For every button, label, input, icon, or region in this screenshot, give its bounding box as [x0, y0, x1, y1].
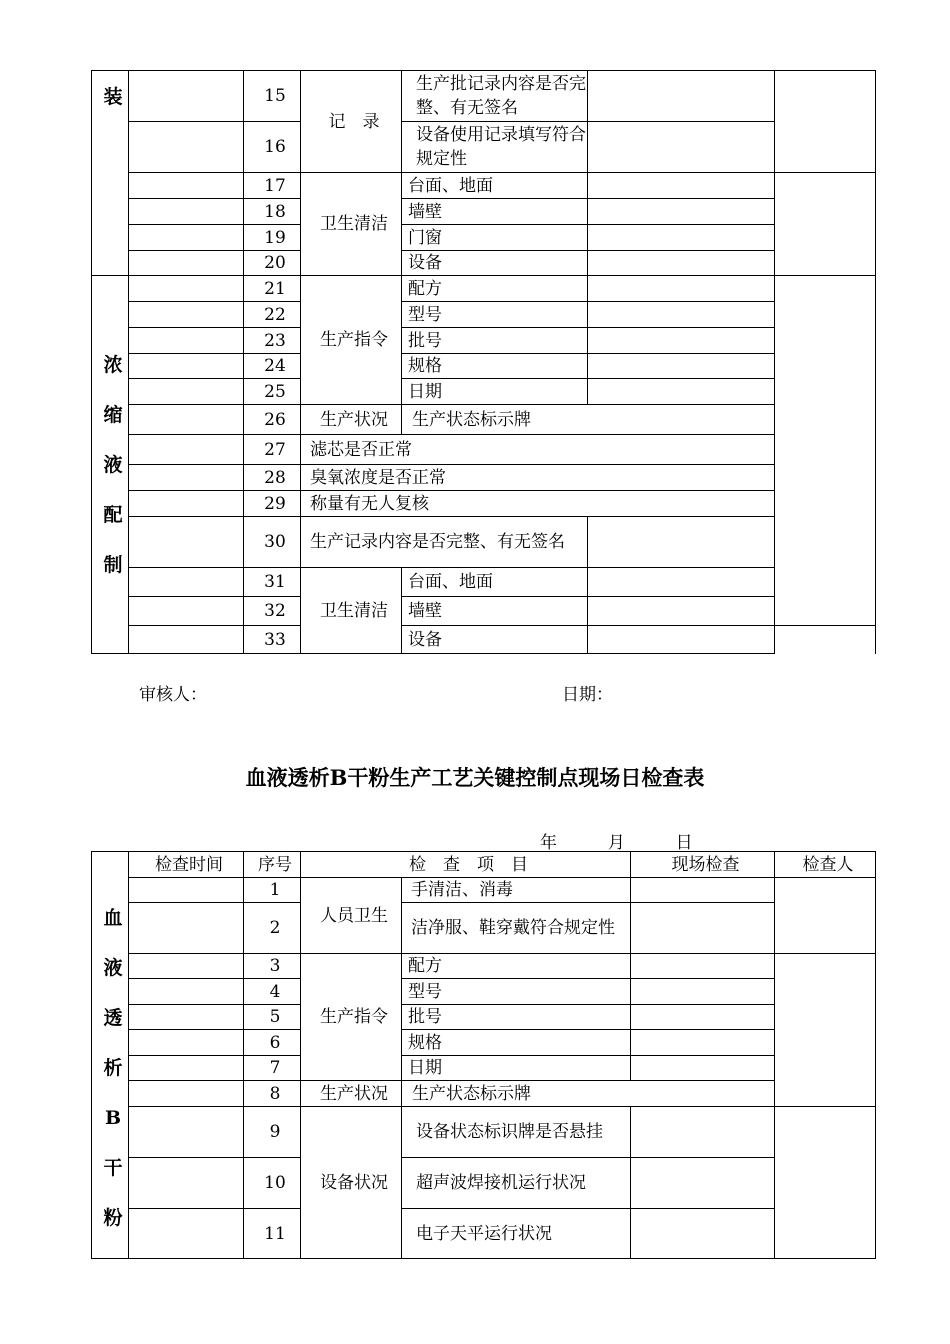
header-check-time: 检查时间: [129, 852, 244, 878]
row-number: 32: [244, 597, 301, 626]
section-label-zhuang: 装: [92, 71, 129, 276]
check-item: 日期: [402, 1056, 631, 1081]
check-time-cell[interactable]: [129, 302, 244, 328]
check-time-cell[interactable]: [129, 954, 244, 979]
row-number: 8: [244, 1081, 301, 1107]
row-number: 28: [244, 465, 301, 491]
check-time-cell[interactable]: [129, 903, 244, 954]
row-number: 20: [244, 251, 301, 276]
row-number: 25: [244, 379, 301, 405]
reviewer-label: 审核人：: [139, 685, 207, 705]
date-line: [540, 828, 693, 853]
check-item: 电子天平运行状况: [402, 1209, 631, 1259]
inspector-cell[interactable]: [775, 878, 876, 954]
row-number: 17: [244, 173, 301, 199]
onsite-check-cell[interactable]: [631, 1107, 775, 1158]
onsite-check-cell[interactable]: [588, 173, 775, 199]
check-item: 规格: [402, 354, 588, 379]
onsite-check-cell[interactable]: [588, 568, 775, 597]
check-time-cell[interactable]: [129, 1107, 244, 1158]
group-hygiene-cleaning: 卫生清洁: [301, 173, 402, 276]
onsite-check-cell[interactable]: [588, 251, 775, 276]
onsite-check-cell[interactable]: [588, 597, 775, 626]
section-char: 制: [103, 553, 123, 576]
row-number: 21: [244, 276, 301, 302]
check-item: 门窗: [402, 225, 588, 251]
check-time-cell[interactable]: [129, 173, 244, 199]
row-number: 29: [244, 491, 301, 517]
group-hygiene-cleaning: 卫生清洁: [301, 568, 402, 654]
check-item: 配方: [402, 276, 588, 302]
check-time-cell[interactable]: [129, 122, 244, 173]
inspector-cell[interactable]: [775, 1107, 876, 1259]
check-time-cell[interactable]: [129, 225, 244, 251]
section-char: 析: [103, 1057, 123, 1079]
row-number: 33: [244, 626, 301, 654]
row-number: 4: [244, 979, 301, 1005]
check-time-cell[interactable]: [129, 597, 244, 626]
check-item: 规格: [402, 1030, 631, 1056]
check-item: 生产状态标示牌: [402, 405, 775, 435]
check-item: 设备状态标识牌是否悬挂: [402, 1107, 631, 1158]
row-number: 5: [244, 1005, 301, 1030]
check-item: 墙壁: [402, 597, 588, 626]
section-char: 粉: [103, 1207, 123, 1229]
row-number: 1: [244, 878, 301, 903]
check-table-continued: [91, 70, 876, 654]
check-item: 台面、地面: [402, 568, 588, 597]
check-time-cell[interactable]: [129, 626, 244, 654]
check-time-cell[interactable]: [129, 435, 244, 465]
onsite-check-cell[interactable]: [588, 199, 775, 225]
section-char: 液: [103, 453, 123, 476]
row-number: 22: [244, 302, 301, 328]
check-item: 手清洁、消毒: [402, 878, 631, 903]
row-number: 2: [244, 903, 301, 954]
inspector-cell[interactable]: [775, 954, 876, 1107]
row-number: 6: [244, 1030, 301, 1056]
section-char: 血: [103, 907, 123, 929]
row-number: 11: [244, 1209, 301, 1259]
row-number: 7: [244, 1056, 301, 1081]
check-item: 称量有无人复核: [301, 491, 775, 517]
check-time-cell[interactable]: [129, 878, 244, 903]
check-item: 设备: [402, 626, 588, 654]
day-label: 日: [675, 833, 693, 853]
onsite-check-cell[interactable]: [631, 1209, 775, 1259]
check-time-cell[interactable]: [129, 1158, 244, 1209]
header-number: 序号: [244, 852, 301, 878]
onsite-check-cell[interactable]: [588, 276, 775, 302]
check-item: 台面、地面: [402, 173, 588, 199]
row-number: 3: [244, 954, 301, 979]
inspector-cell[interactable]: [775, 276, 876, 626]
check-item: 生产批记录内容是否完整、有无签名: [402, 71, 588, 122]
check-time-cell[interactable]: [129, 1209, 244, 1259]
check-item: 日期: [402, 379, 588, 405]
b-powder-check-table: [91, 851, 876, 1259]
section-label-b-powder: [92, 852, 129, 1259]
check-item: 超声波焊接机运行状况: [402, 1158, 631, 1209]
onsite-check-cell[interactable]: [588, 71, 775, 122]
check-item: 设备: [402, 251, 588, 276]
check-item: 生产记录内容是否完整、有无签名: [301, 517, 588, 568]
onsite-check-cell[interactable]: [588, 379, 775, 405]
onsite-check-cell[interactable]: [588, 328, 775, 354]
check-time-cell[interactable]: [129, 517, 244, 568]
check-item: 型号: [402, 979, 631, 1005]
row-number: 9: [244, 1107, 301, 1158]
row-number: 31: [244, 568, 301, 597]
year-label: 年: [540, 833, 557, 853]
row-number: 26: [244, 405, 301, 435]
page-title: 血液透析B干粉生产工艺关键控制点现场日检查表: [245, 765, 705, 790]
section-char: 浓: [103, 353, 123, 376]
check-item: 批号: [402, 328, 588, 354]
onsite-check-cell[interactable]: [631, 1056, 775, 1081]
check-item: 墙壁: [402, 199, 588, 225]
check-item: 型号: [402, 302, 588, 328]
check-time-cell[interactable]: [129, 276, 244, 302]
check-item: 批号: [402, 1005, 631, 1030]
check-time-cell[interactable]: [129, 1005, 244, 1030]
group-personnel-hygiene: 人员卫生: [301, 878, 402, 954]
section-char: B: [104, 1107, 122, 1129]
check-time-cell[interactable]: [129, 405, 244, 435]
onsite-check-cell[interactable]: [588, 302, 775, 328]
group-production-status: 生产状况: [301, 405, 402, 435]
onsite-check-cell[interactable]: [588, 517, 775, 568]
onsite-check-cell[interactable]: [631, 1158, 775, 1209]
check-time-cell[interactable]: [129, 491, 244, 517]
row-number: 27: [244, 435, 301, 465]
onsite-check-cell[interactable]: [631, 1030, 775, 1056]
check-time-cell[interactable]: [129, 199, 244, 225]
row-number: 10: [244, 1158, 301, 1209]
header-check-item: 检 查 项 目: [301, 852, 631, 878]
section-char: 透: [103, 1007, 123, 1029]
group-production-status: 生产状况: [301, 1081, 402, 1107]
check-time-cell[interactable]: [129, 71, 244, 122]
onsite-check-cell[interactable]: [631, 954, 775, 979]
row-number: 16: [244, 122, 301, 173]
onsite-check-cell[interactable]: [631, 1005, 775, 1030]
onsite-check-cell[interactable]: [588, 354, 775, 379]
check-time-cell[interactable]: [129, 379, 244, 405]
section-char: 配: [103, 503, 123, 526]
group-record: 记 录: [301, 71, 402, 173]
month-label: 月: [607, 833, 625, 853]
date-label: 日期：: [562, 685, 613, 705]
check-item: 生产状态标示牌: [402, 1081, 775, 1107]
check-item: 滤芯是否正常: [301, 435, 775, 465]
row-number: 23: [244, 328, 301, 354]
onsite-check-cell[interactable]: [631, 878, 775, 903]
check-time-cell[interactable]: [129, 979, 244, 1005]
onsite-check-cell[interactable]: [631, 903, 775, 954]
onsite-check-cell[interactable]: [631, 979, 775, 1005]
header-onsite-check: 现场检查: [631, 852, 775, 878]
check-time-cell[interactable]: [129, 354, 244, 379]
check-time-cell[interactable]: [129, 328, 244, 354]
group-production-order: 生产指令: [301, 276, 402, 405]
row-number: 30: [244, 517, 301, 568]
check-item: 洁净服、鞋穿戴符合规定性: [402, 903, 631, 954]
check-time-cell[interactable]: [129, 1030, 244, 1056]
section-char: 干: [103, 1157, 123, 1179]
section-char: 液: [103, 957, 123, 979]
onsite-check-cell[interactable]: [588, 626, 775, 654]
row-number: 18: [244, 199, 301, 225]
row-number: 24: [244, 354, 301, 379]
row-number: 15: [244, 71, 301, 122]
onsite-check-cell[interactable]: [588, 225, 775, 251]
check-time-cell[interactable]: [129, 465, 244, 491]
inspector-cell[interactable]: [775, 71, 876, 173]
check-time-cell[interactable]: [129, 251, 244, 276]
onsite-check-cell[interactable]: [588, 122, 775, 173]
row-number: 19: [244, 225, 301, 251]
group-production-order: 生产指令: [301, 954, 402, 1081]
check-item: 设备使用记录填写符合规定性: [402, 122, 588, 173]
inspector-cell[interactable]: [775, 173, 876, 276]
section-char: 缩: [103, 403, 123, 426]
check-item: 配方: [402, 954, 631, 979]
check-time-cell[interactable]: [129, 1081, 244, 1107]
header-inspector: 检查人: [775, 852, 876, 878]
group-equipment-status: 设备状况: [301, 1107, 402, 1259]
check-time-cell[interactable]: [129, 568, 244, 597]
section-label-concentrate-prep: [92, 276, 129, 654]
check-item: 臭氧浓度是否正常: [301, 465, 775, 491]
check-time-cell[interactable]: [129, 1056, 244, 1081]
